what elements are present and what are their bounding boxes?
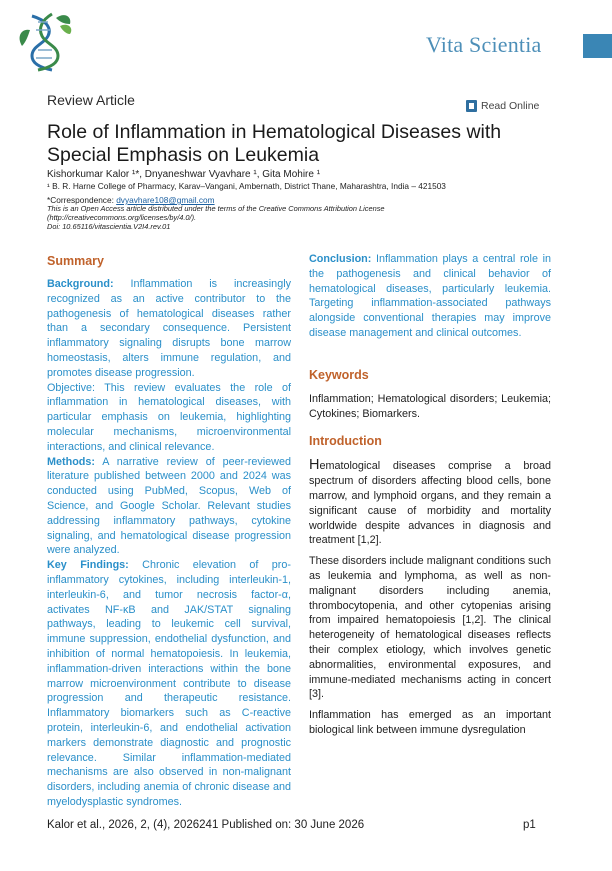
journal-logo-icon bbox=[12, 6, 78, 76]
background-text: Inflammation is increasingly recognized as an active contributor to the pathogenesis of hematological diseases rather than a secondary consequence. Persistent inflammatory signaling disrupts bone marrow homeostasis, alters immune regulation, and promotes disease progression. bbox=[47, 278, 291, 379]
license-block bbox=[47, 204, 467, 232]
findings-label: Key Findings: bbox=[47, 559, 129, 572]
keywords-heading: Keywords bbox=[309, 367, 369, 382]
conclusion-label: Conclusion: bbox=[309, 253, 372, 265]
book-icon bbox=[466, 100, 477, 112]
methods-label: Methods: bbox=[47, 455, 95, 468]
objective-paragraph: Objective: This review evaluates the role of inflammation in hematological diseases, with particular emphasis on leukemia, highlighting molecular mechanisms, microenvironmental interactions, and clinical relevance. bbox=[47, 381, 291, 453]
summary-continued bbox=[309, 252, 551, 341]
left-column bbox=[47, 254, 291, 810]
background-paragraph bbox=[47, 277, 291, 381]
page-number: p1 bbox=[523, 819, 536, 831]
conclusion-paragraph bbox=[309, 252, 551, 341]
doi[interactable]: Doi: 10.65116/vitascientia.V2I4.rev.01 bbox=[47, 222, 171, 232]
background-label: Background: bbox=[47, 278, 114, 290]
read-online-link[interactable] bbox=[466, 100, 539, 112]
authors: Kishorkumar Kalor ¹*, Dnyaneshwar Vyavhare ¹, Gita Mohire ¹ bbox=[47, 169, 321, 180]
summary-body bbox=[47, 277, 291, 810]
correspondence-label: *Correspondence: bbox=[47, 195, 117, 205]
intro-paragraph-2: These disorders include malignant conditions such as leukemia and lymphoma, as well as non-malignant disorders including anemia, thrombocytopenia, and other cytopenias arising from impaired hematopoiesis [1,2]. The clinical heterogeneity of hematological diseases reflects their complex etiology, which involves genetic abnormalities, environmental exposures, and immune-mediated mechanisms acting in concert [3]. bbox=[309, 555, 551, 701]
summary-heading: Summary bbox=[47, 254, 104, 268]
article-title: Role of Inflammation in Hematological Diseases with Special Emphasis on Leukemia bbox=[47, 121, 502, 166]
intro-paragraph-1 bbox=[309, 458, 551, 548]
findings-text: Chronic elevation of pro-inflammatory cytokines, including interleukin-1, interleukin-6, and tumor necrosis factor-α, activates NF-κB and JAK/STAT signaling pathways, leading to leukemic cell survival, immune suppression, endothelial dysfunction, and inhibition of normal hematopoiesis. In leukemia, inflammation-driven interactions within the bone marrow microenvironment contribute to disease progression and therapeutic resistance. Inflammatory biomarkers such as C-reactive protein, interleukin-6, and endothelial activation markers demonstrate diagnostic and prognostic relevance. Similar inflammation-mediated mechanisms are also observed in non-malignant disorders, including anemia of chronic disease and myelodysplastic syndromes. bbox=[47, 559, 291, 808]
correspondence-email[interactable]: dvyavhare108@gmail.com bbox=[116, 195, 215, 205]
intro-paragraph-3: Inflammation has emerged as an important biological link between immune dysregulation bbox=[309, 709, 551, 736]
footer-citation: Kalor et al., 2026, 2, (4), 2026241 Published on: 30 June 2026 bbox=[47, 819, 365, 831]
findings-paragraph bbox=[47, 558, 291, 810]
article-type: Review Article bbox=[47, 92, 135, 108]
brand-accent-bar bbox=[583, 34, 612, 58]
methods-text: A narrative review of peer-reviewed literature published between 2000 and 2024 was conducted using PubMed, Scopus, Web of Science, and Google Scholar. Relevant studies addressing inflammatory pathways, cytokine signaling, and hematological disease progression were analyzed. bbox=[47, 455, 291, 557]
introduction-body bbox=[309, 458, 551, 737]
methods-paragraph bbox=[47, 455, 291, 559]
read-online-label: Read Online bbox=[481, 100, 540, 112]
introduction-heading: Introduction bbox=[309, 434, 382, 449]
keywords-text: Inflammation; Hematological disorders; Leukemia; Cytokines; Biomarkers. bbox=[309, 392, 551, 420]
intro-p1-text: ematological diseases comprise a broad spectrum of disorders affecting blood cells, bone marrow, and lymphoid organs, and they remain a significant cause of morbidity and mortality worldwide despite advances in diagnosis and treatment [1,2]. bbox=[309, 460, 551, 547]
license-text: This is an Open Access article distributed under the terms of the Creative Commons Attribution License (http://creativecommons.org/licenses/by/4.0/). bbox=[47, 204, 385, 223]
intro-initial: H bbox=[309, 457, 320, 474]
right-column bbox=[309, 252, 551, 744]
affiliation: ¹ B. R. Harne College of Pharmacy, Karav–Vangani, Ambernath, District Thane, Maharashtra, India – 421503 bbox=[47, 181, 446, 191]
conclusion-text: Inflammation plays a central role in the pathogenesis and clinical behavior of hematological diseases, particularly leukemia. Targeting inflammation-associated pathways alongside conventional therapies may improve disease management and clinical outcomes. bbox=[309, 253, 551, 339]
journal-brand: Vita Scientia bbox=[426, 32, 542, 57]
